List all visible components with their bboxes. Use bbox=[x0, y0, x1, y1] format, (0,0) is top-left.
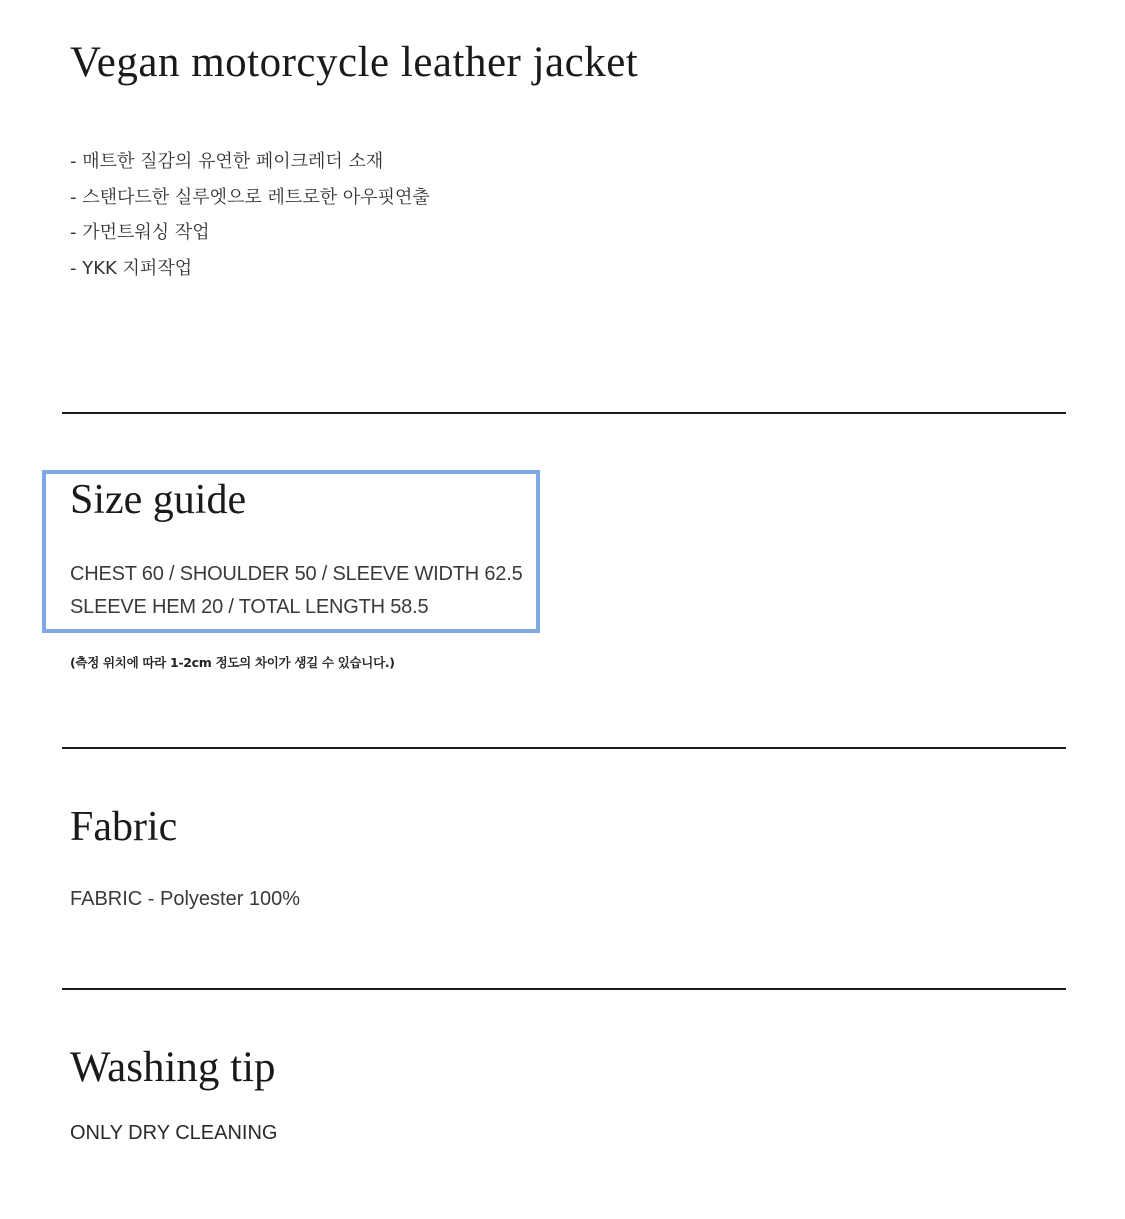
size-spec-line: CHEST 60 / SHOULDER 50 / SLEEVE WIDTH 62.5 bbox=[70, 563, 523, 585]
product-title: Vegan motorcycle leather jacket bbox=[70, 39, 639, 86]
fabric-composition: FABRIC - Polyester 100% bbox=[70, 888, 301, 910]
measurement-note: (측정 위치에 따라 1-2cm 정도의 차이가 생길 수 있습니다.) bbox=[70, 655, 395, 670]
feature-list bbox=[70, 144, 430, 286]
washing-instruction: ONLY DRY CLEANING bbox=[70, 1122, 278, 1144]
washing-tip-title: Washing tip bbox=[70, 1044, 276, 1091]
feature-item: - YKK 지퍼작업 bbox=[70, 257, 193, 279]
feature-item: - 가먼트워싱 작업 bbox=[70, 222, 210, 243]
section-divider bbox=[62, 988, 1066, 990]
feature-item: - 스탠다드한 실루엣으로 레트로한 아우핏연출 bbox=[70, 186, 430, 208]
section-divider bbox=[62, 412, 1066, 414]
size-spec-line: SLEEVE HEM 20 / TOTAL LENGTH 58.5 bbox=[70, 596, 429, 618]
fabric-title: Fabric bbox=[70, 804, 178, 850]
section-divider bbox=[62, 747, 1066, 749]
feature-item: - 매트한 질감의 유연한 페이크레더 소재 bbox=[70, 151, 384, 172]
size-guide-title: Size guide bbox=[70, 477, 247, 523]
